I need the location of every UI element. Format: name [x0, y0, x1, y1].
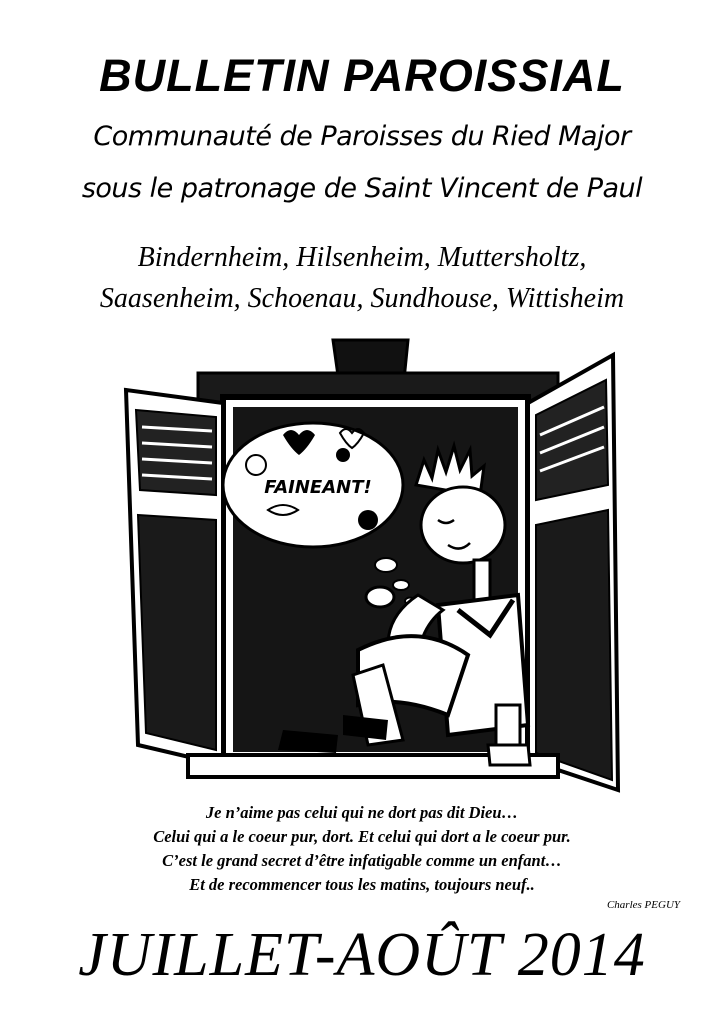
quote-line-4: Et de recommencer tous les matins, toujours neuf.. [189, 875, 535, 894]
community-subtitle: Communauté de Paroisses du Ried Major [93, 121, 631, 152]
patronage-subtitle: sous le patronage de Saint Vincent de Paul [81, 173, 643, 204]
villages-line-2: Saasenheim, Schoenau, Sundhouse, Wittisheim [99, 283, 625, 314]
quote-line-2: Celui qui a le coeur pur, dort. Et celui qui dort a le coeur pur. [153, 827, 571, 846]
issue-date: JUILLET-AOÛT 2014 [78, 921, 646, 989]
window-illustration [118, 335, 630, 795]
left-shutter [126, 390, 223, 765]
right-shutter [528, 355, 618, 790]
quote-line-3: C’est le grand secret d’être infatigable comme un enfant… [162, 851, 562, 870]
quote-author: Charles PEGUY [606, 899, 680, 911]
bulletin-title: BULLETIN PAROISSIAL [99, 50, 625, 101]
bubble-text: FAINEANT! [264, 477, 372, 498]
villages-line-1: Bindernheim, Hilsenheim, Muttersholtz, [137, 242, 587, 273]
quote-line-1: Je n’aime pas celui qui ne dort pas dit Dieu… [205, 803, 519, 822]
